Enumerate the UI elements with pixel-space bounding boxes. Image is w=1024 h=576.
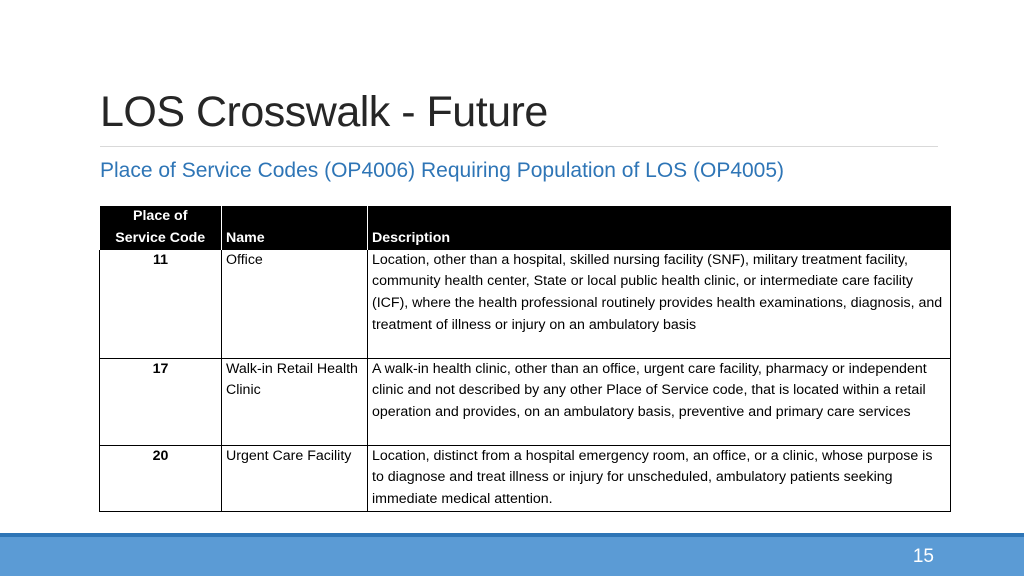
slide-title: LOS Crosswalk - Future	[100, 88, 548, 136]
cell-description: Location, distinct from a hospital emergency room, an office, or a clinic, whose purpose is to diagnose and treat illness or injury for unscheduled, ambulatory patients seeking immediate medical attention.	[368, 445, 951, 511]
cell-name: Office	[222, 250, 368, 359]
header-place-of-service-code	[100, 206, 222, 250]
cell-code: 17	[100, 358, 222, 445]
title-divider	[100, 146, 938, 147]
cell-description: A walk-in health clinic, other than an office, urgent care facility, pharmacy or independent clinic and not described by any other Place of Service code, that is located within a retail operation and provides, on an ambulatory basis, preventive and primary care services	[368, 358, 951, 445]
cell-code: 20	[100, 445, 222, 511]
header-code-line2: Service Code	[115, 229, 206, 246]
header-description: Description	[368, 206, 951, 250]
cell-name: Urgent Care Facility	[222, 445, 368, 511]
cell-description: Location, other than a hospital, skilled nursing facility (SNF), military treatment facility, community health center, State or local public health clinic, or intermediate care facility (ICF), where the health professional routinely provides health examinations, diagnosis, and treatment of illness or injury on an ambulatory basis	[368, 250, 951, 359]
cell-code: 11	[100, 250, 222, 359]
table-header-row	[100, 206, 951, 250]
header-code-line1: Place of	[133, 208, 188, 224]
place-of-service-table	[99, 206, 951, 512]
footer-bar	[0, 537, 1024, 576]
table-row	[100, 445, 951, 511]
table-row	[100, 250, 951, 359]
slide-subtitle: Place of Service Codes (OP4006) Requiring Population of LOS (OP4005)	[100, 159, 785, 182]
table-row	[100, 358, 951, 445]
page-number: 15	[912, 546, 934, 567]
cell-name: Walk-in Retail Health Clinic	[222, 358, 368, 445]
header-name: Name	[222, 206, 368, 250]
